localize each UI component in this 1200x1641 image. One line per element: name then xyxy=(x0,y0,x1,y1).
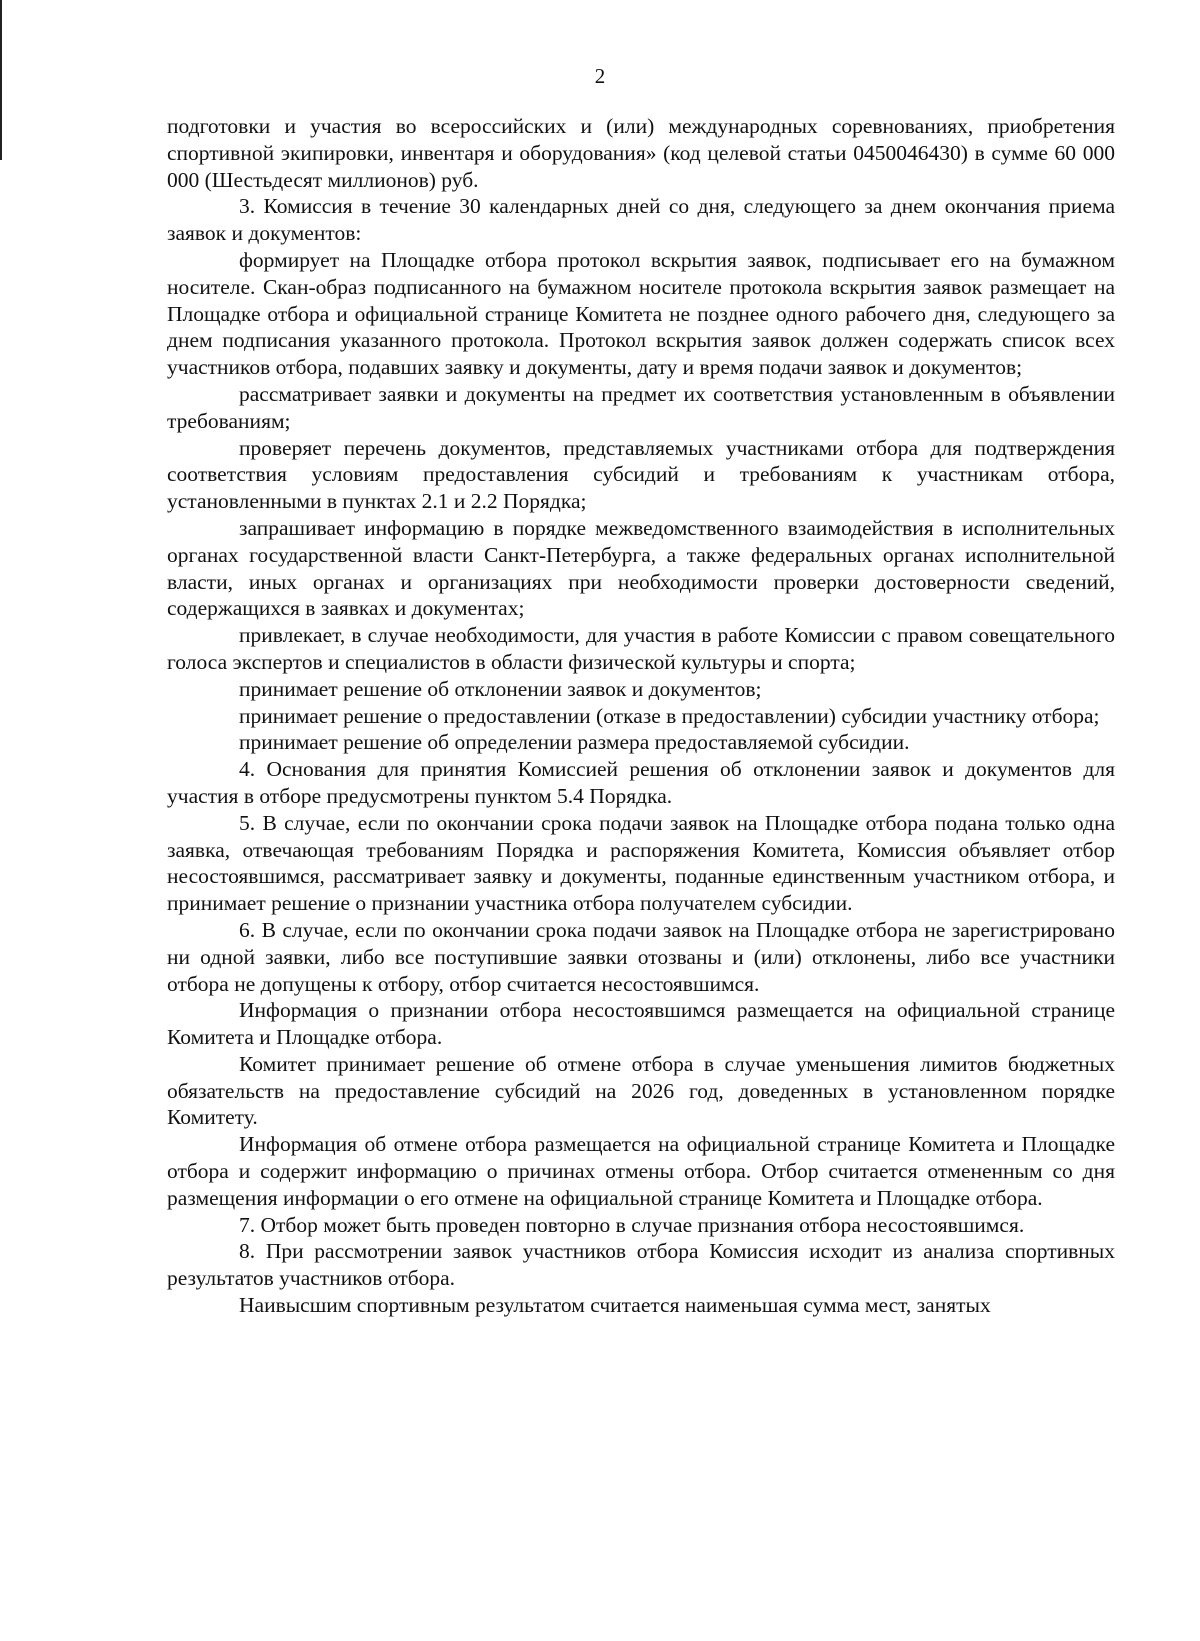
paragraph: 7. Отбор может быть проведен повторно в случае признания отбора несостоявшимся. xyxy=(239,1212,1025,1237)
paragraph: 6. В случае, если по окончании срока подачи заявок на Площадке отбора не зарегистрировано ни одной заявки, либо все поступившие заявки отозваны и (или) отклонены, либо все участники отбора не допущены к отбору, отбор считается несостоявшимся. xyxy=(167,917,1115,996)
paragraph: 5. В случае, если по окончании срока подачи заявок на Площадке отбора подана только одна заявка, отвечающая требованиям Порядка и распоряжения Комитета, Комиссия объявляет отбор несостоявшимся, рассматривает заявку и документы, поданные единственным участником отбора, и принимает решение о признании участника отбора получателем субсидии. xyxy=(167,810,1115,916)
paragraph: рассматривает заявки и документы на предмет их соответствия установленным в объявлении требованиям; xyxy=(167,381,1115,433)
paragraph: Информация об отмене отбора размещается на официальной странице Комитета и Площадке отбора и содержит информацию о причинах отмены отбора. Отбор считается отмененным со дня размещения информации о его отмене на официальной странице Комитета и Площадке отбора. xyxy=(167,1132,1115,1210)
paragraph: 8. При рассмотрении заявок участников отбора Комиссия исходит из анализа спортивных результатов участников отбора. xyxy=(167,1239,1115,1291)
paragraph: принимает решение о предоставлении (отказе в предоставлении) субсидии участнику отбора; xyxy=(239,703,1100,728)
paragraph: привлекает, в случае необходимости, для участия в работе Комиссии с правом совещательного голоса экспертов и специалистов в области физической культуры и спорта; xyxy=(167,623,1115,674)
paragraph: 4. Основания для принятия Комиссией решения об отклонении заявок и документов для участия в отборе предусмотрены пунктом 5.4 Порядка. xyxy=(167,757,1115,808)
paragraph: проверяет перечень документов, представляемых участниками отбора для подтверждения соответствия условиям предоставления субсидий и требованиям к участникам отбора, установленными в пунктах 2.1 и 2.2 Порядка; xyxy=(167,435,1115,514)
paragraph: Информация о признании отбора несостоявшимся размещается на официальной странице Комитета и Площадке отбора. xyxy=(167,998,1115,1050)
paragraph: запрашивает информацию в порядке межведомственного взаимодействия в исполнительных органах государственной власти Санкт-Петербурга, а также федеральных органах исполнительной власти, иных органах и организациях при необходимости проверки достоверности сведений, содержащихся в заявках и документах; xyxy=(167,515,1115,621)
document-body xyxy=(167,113,1115,1319)
paragraph: принимает решение об определении размера предоставляемой субсидии. xyxy=(239,730,910,755)
paragraph: формирует на Площадке отбора протокол вскрытия заявок, подписывает его на бумажном носителе. Скан-образ подписанного на бумажном носителе протокола вскрытия заявок размещает на Площадке отбора и официальной странице Комитета не позднее одного рабочего дня, следующего за днем подписания указанного протокола. Протокол вскрытия заявок должен содержать список всех участников отбора, подавших заявку и документы, дату и время подачи заявок и документов; xyxy=(167,247,1115,380)
paragraph: принимает решение об отклонении заявок и документов; xyxy=(239,676,762,701)
paragraph: 3. Комиссия в течение 30 календарных дней со дня, следующего за днем окончания приема заявок и документов: xyxy=(167,194,1115,246)
page-number: 2 xyxy=(594,64,606,88)
paragraph: Наивысшим спортивным результатом считается наименьшая сумма мест, занятых xyxy=(239,1293,991,1318)
paragraph: подготовки и участия во всероссийских и (или) международных соревнованиях, приобретения спортивной экипировки, инвентаря и оборудования» (код целевой статьи 0450046430) в сумме 60 000 000 (Шестьдесят миллионов) руб. xyxy=(167,114,1115,192)
paragraph: Комитет принимает решение об отмене отбора в случае уменьшения лимитов бюджетных обязательств на предоставление субсидий на 2026 год, доведенных в установленном порядке Комитету. xyxy=(167,1051,1115,1130)
